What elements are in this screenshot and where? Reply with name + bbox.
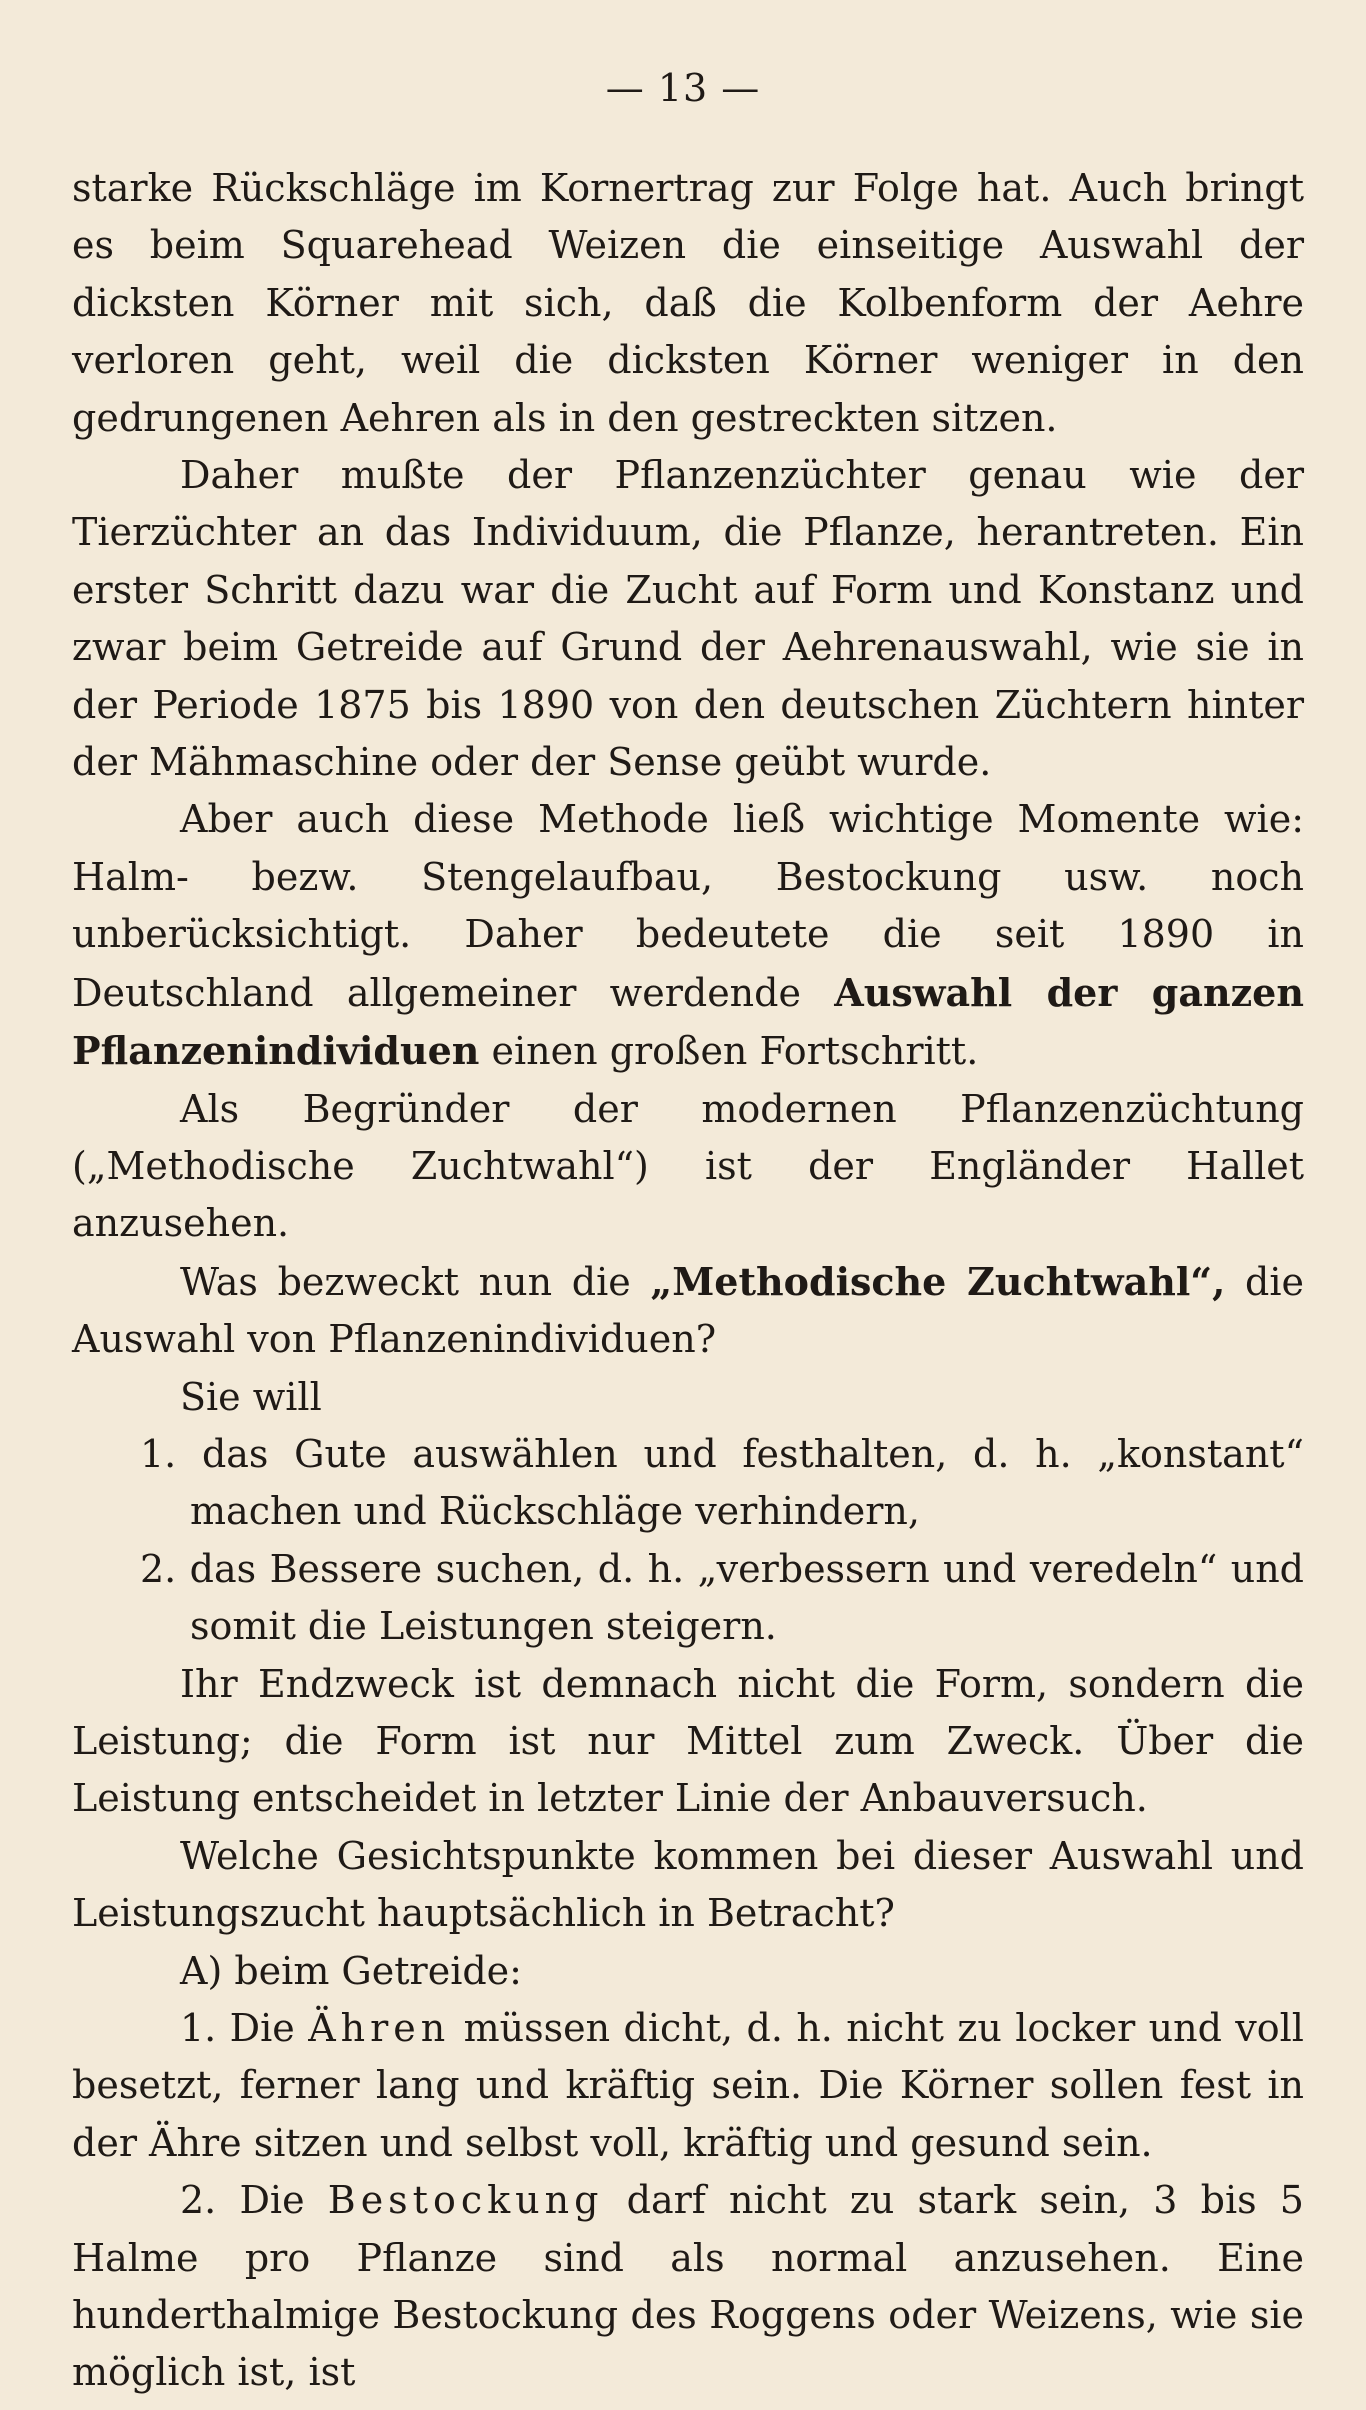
paragraph-hallet: Als Begründer der modernen Pflanzenzüchtung („Methodische Zuchtwahl“) ist der Engländer Hallet anzusehen. [72,1086,1304,1246]
section-heading-getreide: A) beim Getreide: [180,1948,522,1993]
spaced-term-bestockung: Bestockung [327,2178,604,2223]
paragraph-aehren: 1. Die Ähren müssen dicht, d. h. nicht zu locker und voll besetzt, ferner lang und kräftig sein. Die Körner sollen fest in der Ähre sitzen und selbst voll, kräftig und gesund sein. [72,2006,1304,2165]
spaced-term-aehren: Ähren [308,2006,451,2050]
page-number: — 13 — [605,66,761,110]
list-item-1: 1. das Gute auswählen und festhalten, d. h. „konstant“ machen und Rückschläge verhindern, [140,1431,1304,1534]
emphasis-auswahl-pflanzenindividuen: Auswahl der ganzen Pflanzenindividuen [72,969,1304,1074]
paragraph-bestockung: 2. Die Bestockung darf nicht zu stark sein, 3 bis 5 Halme pro Pflanze sind als normal anzusehen. Eine hunderthalmige Bestockung des Roggens oder Weizens, wie sie möglich ist, ist [72,2178,1304,2395]
paragraph-individuum: Daher mußte der Pflanzenzüchter genau wie der Tierzüchter an das Individuum, die Pflanze, herantreten. Ein erster Schritt dazu war die Zucht auf Form und Konstanz und zwar beim Getreide auf Grund der Aehrenauswahl, wie sie in der Periode 1875 bis 1890 von den deutschen Züchtern hinter der Mähmaschine oder der Sense geübt wurde. [72,453,1304,785]
paragraph-continuation: starke Rückschläge im Kornertrag zur Folge hat. Auch bringt es beim Squarehead Weizen die einseitige Auswahl der dicksten Körner mit sich, daß die Kolbenform der Aehre verloren geht, weil die dicksten Körner weniger in den gedrungenen Aehren als in den gestreckten sitzen. [72,166,1304,440]
list-item-2: 2. das Bessere suchen, d. h. „verbessern und veredeln“ und somit die Leistungen steigern. [140,1546,1304,1649]
paragraph-sie-will: Sie will [180,1374,322,1419]
page-body [72,160,1304,2402]
paragraph-gesichtspunkte: Welche Gesichtspunkte kommen bei dieser Auswahl und Leistungszucht hauptsächlich in Betracht? [72,1833,1304,1936]
paragraph-question-zuchtwahl: Was bezweckt nun die „Methodische Zuchtwahl“, die Auswahl von Pflanzenindividuen? [72,1258,1304,1362]
paragraph-endzweck: Ihr Endzweck ist demnach nicht die Form, sondern die Leistung; die Form ist nur Mittel zum Zweck. Über die Leistung entscheidet in letzter Linie der Anbauversuch. [72,1661,1304,1821]
paragraph-methode: Aber auch diese Methode ließ wichtige Momente wie: Halm- bezw. Stengelaufbau, Bestockung usw. noch unberücksichtigt. Daher bedeutete die seit 1890 in Deutschland allgemeiner werdende Auswahl der ganzen Pflanzenindividuen einen großen Fortschritt. [72,797,1304,1074]
emphasis-methodische-zuchtwahl: „Methodische Zuchtwahl“, [650,1258,1226,1304]
